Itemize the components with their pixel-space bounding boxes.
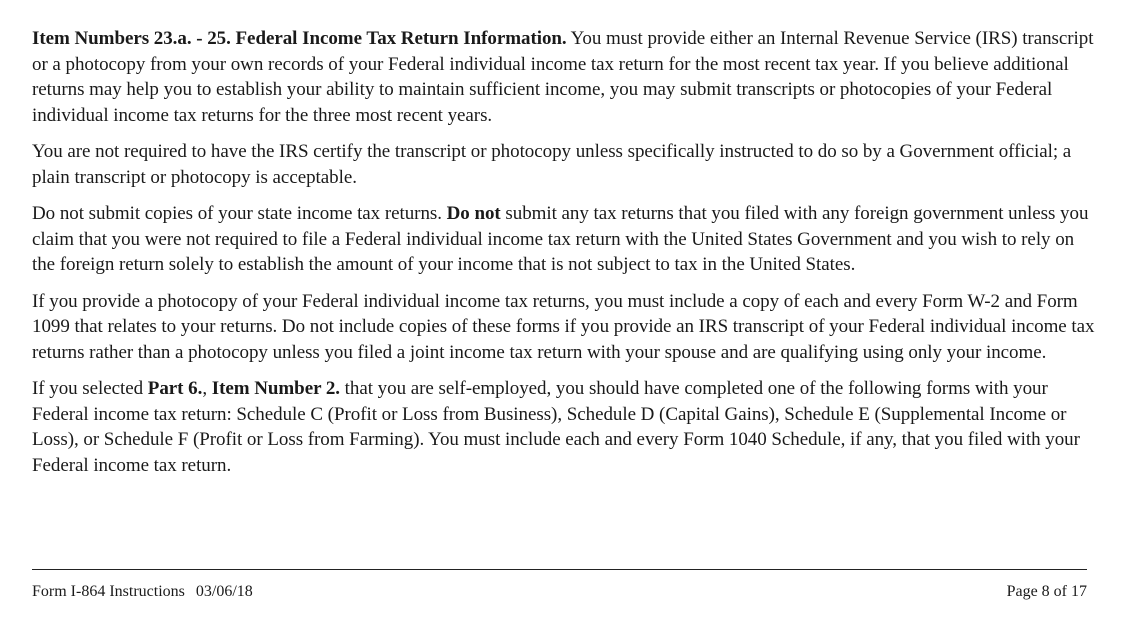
section-heading: Item Numbers 23.a. - 25. Federal Income Tax Return Information. — [32, 28, 567, 49]
paragraph-state-foreign-returns — [32, 201, 1096, 278]
separator-text: , — [202, 378, 212, 399]
footer-divider — [32, 569, 1087, 570]
paragraph-text: You must provide either an Internal Revenue Service (IRS) transcript or a photocopy from your own records of your Federal individual income tax return for the most recent tax year. If you believe additional returns may help you to establish your ability to maintain sufficient income, you may submit transcripts or photocopies of your Federal individual income tax returns for the three most recent years. — [32, 28, 1094, 126]
part-reference: Part 6. — [147, 378, 203, 399]
paragraph-photocopy-w2-1099 — [32, 289, 1096, 366]
paragraph-text: If you provide a photocopy of your Federal individual income tax returns, you must include a copy of each and every Form W-2 and Form 1099 that relates to your returns. Do not include copies of these forms if you provide an IRS transcript of your Federal individual income tax returns rather than a photocopy unless you filed a joint income tax return with your spouse and are qualifying using only your income. — [32, 290, 1095, 363]
instructions-body — [32, 26, 1096, 489]
paragraph-text: If you selected — [32, 378, 148, 399]
item-number-reference: Item Number 2. — [211, 378, 340, 399]
footer-edition-date: 03/06/18 — [195, 583, 253, 600]
paragraph-text: You are not required to have the IRS certify the transcript or photocopy unless specifically instructed to do so by a Government official; a plain transcript or photocopy is acceptable. — [32, 141, 1072, 188]
paragraph-text: submit any tax returns that you filed with any foreign government unless you claim that you were not required to file a Federal individual income tax return with the United States Government and you wish to rely on the foreign return solely to establish the amount of your income that is not subject to tax in the United States. — [32, 203, 1089, 275]
footer-form-info — [32, 582, 253, 602]
footer-form-name: Form I-864 Instructions — [32, 583, 185, 600]
paragraph-irs-certification — [32, 139, 1096, 190]
paragraph-text: that you are self-employed, you should have completed one of the following forms with your Federal income tax return: Schedule C (Profit or Loss from Business), Schedule D (Capital Gains), Schedule E (Supplemental Income or Loss), or Schedule F (Profit or Loss from Farming). You must include each and every Form 1040 Schedule, if any, that you filed with your Federal income tax return. — [32, 378, 1080, 476]
footer-page-number: Page 8 of 17 — [1006, 583, 1087, 600]
paragraph-self-employed-schedules — [32, 376, 1096, 478]
emphasis-do-not: Do not — [446, 203, 501, 224]
paragraph-federal-income-tax-info — [32, 26, 1096, 128]
paragraph-text: Do not submit copies of your state income tax returns. — [32, 203, 447, 224]
